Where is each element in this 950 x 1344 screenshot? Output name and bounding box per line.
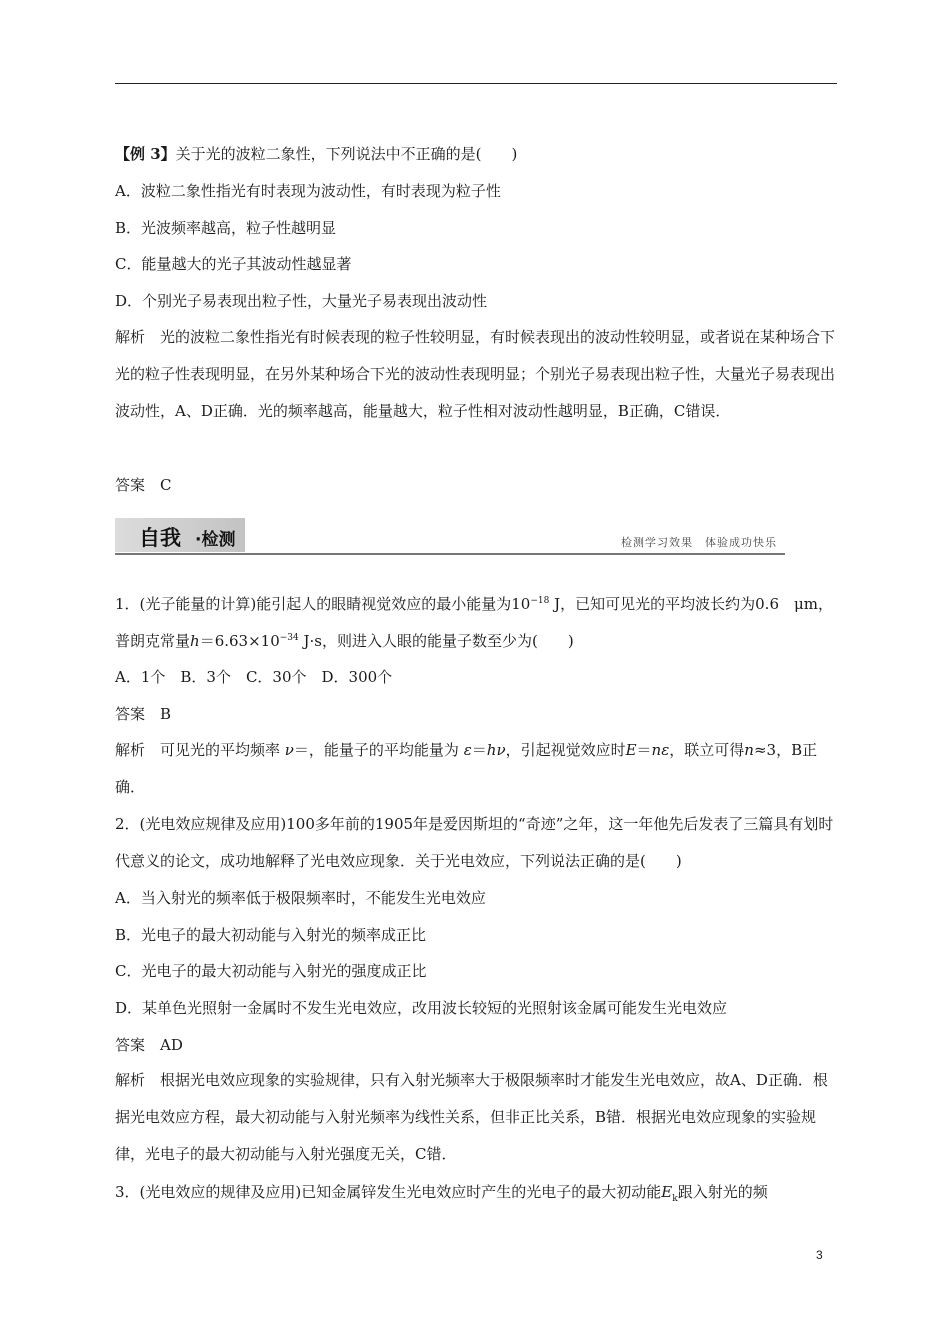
option-a: A．波粒二象性指光有时表现为波动性，有时表现为粒子性	[115, 182, 501, 200]
option-c: C．能量越大的光子其波动性越显著	[115, 255, 352, 273]
example-answer: 答案 C	[115, 476, 172, 494]
header-rule	[115, 83, 837, 84]
q2-option-b: B．光电子的最大初动能与入射光的频率成正比	[115, 926, 427, 944]
option-b: B．光波频率越高，粒子性越明显	[115, 219, 337, 237]
example-analysis: 解析 光的波粒二象性指光有时候表现的粒子性较明显，有时候表现出的波动性较明显，或者说在某种场合下光的粒子性表现明显，在另外某种场合下光的波动性表现明显；个别光子易表现出粒子性，大量光子易表现出波动性，A、D正确．光的频率越高，能量越大，粒子性相对波动性越明显，B正确，C错误．	[115, 328, 836, 420]
q2-analysis: 解析 根据光电效应现象的实验规律，只有入射光频率大于极限频率时才能发生光电效应，故A、D正确．根据光电效应方程，最大初动能与入射光频率为线性关系，但非正比关系，B错．根据光电效应现象的实验规律，光电子的最大初动能与入射光强度无关，C错．	[115, 1071, 828, 1163]
q1-question: 1．(光子能量的计算)能引起人的眼睛视觉效应的最小能量为$10^{-18}$ J，已知可见光的平均波长约为0.6 μm，普朗克常量$h=6.63\times 10^{-34}$ J·s，则进入人眼的能量子数至少为( )	[115, 595, 833, 650]
q1-answer: 答案 B	[115, 705, 172, 723]
q2-option-d: D．某单色光照射一金属时不发生光电效应，改用波长较短的光照射该金属可能发生光电效应	[115, 999, 728, 1017]
example-question	[115, 144, 517, 164]
q2-option-c: C．光电子的最大初动能与入射光的强度成正比	[115, 962, 427, 980]
section-subtitle: ·检测	[195, 530, 236, 550]
q2-option-a: A．当入射光的频率低于极限频率时，不能发生光电效应	[115, 889, 486, 907]
option-d: D．个别光子易表现出粒子性，大量光子易表现出波动性	[115, 292, 488, 310]
section-banner-line	[115, 553, 785, 555]
section-slogan: 检测学习效果 体验成功快乐	[621, 536, 777, 549]
q3-question: 3．(光电效应的规律及应用)已知金属锌发生光电效应时产生的光电子的最大初动能$E_k$跟入射光的频	[115, 1183, 768, 1204]
q2-question: 2．(光电效应规律及应用)100多年前的1905年是爱因斯坦的“奇迹”之年，这一年他先后发表了三篇具有划时代意义的论文，成功地解释了光电效应现象．关于光电效应，下列说法正确的是( )	[115, 815, 834, 870]
section-banner	[115, 518, 785, 556]
q1-options: A．1个 B．3个 C．30个 D．300个	[115, 668, 393, 686]
q2-answer: 答案 AD	[115, 1036, 183, 1054]
q1-analysis: 解析 可见光的平均频率 ν＝，能量子的平均能量为 ε＝hν，引起视觉效应时E＝nε，联立可得n≈3，B正确．	[115, 741, 818, 796]
example-tag: 【例 3】	[115, 145, 176, 163]
example-question-text: 关于光的波粒二象性，下列说法中不正确的是( )	[175, 145, 518, 163]
section-title: 自我	[139, 526, 181, 550]
page-number: 3	[816, 1248, 823, 1262]
